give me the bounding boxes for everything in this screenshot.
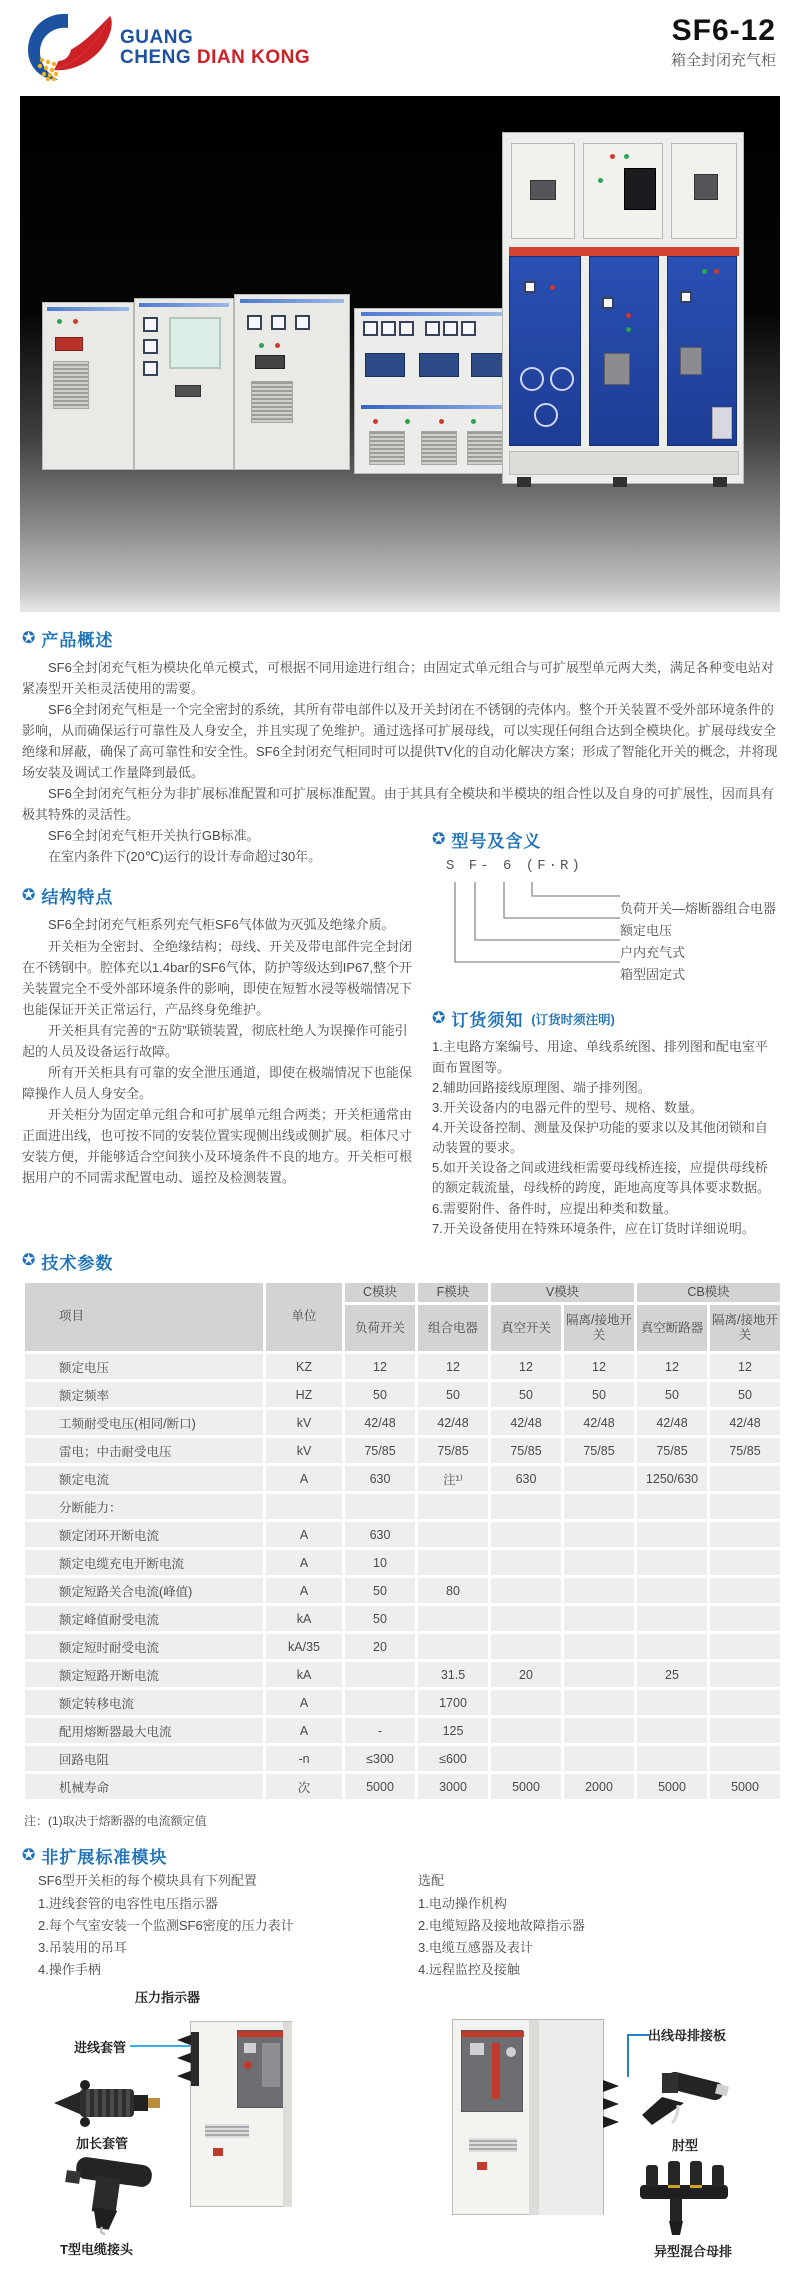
- table-cell: [491, 1690, 561, 1715]
- table-cell: kV: [266, 1410, 342, 1435]
- table-cell: 50: [345, 1382, 415, 1407]
- table-cell: 额定电流: [25, 1466, 263, 1491]
- table-cell: 5000: [637, 1774, 707, 1799]
- spec-table: [22, 1280, 783, 1803]
- table-cell: kA/35: [266, 1634, 342, 1659]
- ordering-list: [432, 1037, 778, 1238]
- spec-table-body: [25, 1354, 780, 1799]
- table-row: [25, 1690, 780, 1715]
- table-cell: [491, 1522, 561, 1547]
- overview-paragraph: SF6全封闭充气柜是一个完全密封的系统，其所有带电部件以及开关封闭在不锈钢的壳体内。整个开关装置不受外部环境条件的影响，从而确保运行可靠性及人身安全，并且实现了免维护。通过选择可扩展母线，可以实现任何组合达到全模块化。扩展母线安全绝缘和屏蔽，确保了高可靠性和安全性。SF6全封闭充气柜同时可以提供TV化的自动化解决方案；形成了智能化开关的概念，并将现场安装及调试工作量降到最低。: [22, 702, 778, 781]
- table-row: [25, 1578, 780, 1603]
- table-cell: 机械寿命: [25, 1774, 263, 1799]
- logo-swoosh-icon: [18, 8, 114, 88]
- features-paragraph: 所有开关柜具有可靠的安全泄压通道，即使在极端情况下也能保障操作人员人身安全。: [22, 1064, 413, 1101]
- table-cell: [564, 1690, 634, 1715]
- ordering-item: 1.主电路方案编号、用途、单线系统图、排列图和配电室平面布置图等。: [432, 1039, 768, 1075]
- overview-section: [0, 626, 800, 825]
- mixed-busbar-icon: [636, 2159, 732, 2237]
- logo-line2b: DIAN KONG: [196, 47, 311, 68]
- cabinet-left-3: [234, 294, 350, 470]
- table-cell: [710, 1690, 780, 1715]
- table-cell: [491, 1634, 561, 1659]
- ordering-item: 5.如开关设备之间或进线柜需要母线桥连接，应提供母线桥的额定载流量，母线桥的跨度，距地高度等具体要求数据。: [432, 1160, 771, 1196]
- overview-extra-line: SF6全封闭充气柜开关执行GB标准。: [48, 828, 260, 844]
- table-cell: [710, 1718, 780, 1743]
- table-cell: 42/48: [418, 1410, 488, 1435]
- accessory-gallery: [0, 1987, 800, 2276]
- table-cell: [418, 1634, 488, 1659]
- table-cell: 额定峰值耐受电流: [25, 1606, 263, 1631]
- cabinet-left-1: [42, 302, 134, 470]
- table-row: [25, 1354, 780, 1379]
- table-cell: ≤600: [418, 1746, 488, 1771]
- module-optional-item: 2.电缆短路及接地故障指示器: [418, 1917, 585, 1933]
- modules-optional-list: [418, 1893, 778, 1981]
- modules-standard-head: SF6型开关柜的每个模块具有下列配置: [38, 1873, 257, 1889]
- features-paragraph: 开关柜为全密封、全绝缘结构；母线、开关及带电部件完全封闭在不锈钢中。腔体充以1.4bar的SF6气体，防护等级达到IP67,整个开关装置完全不受外部环境条件的影响，即使在短暂水浸等极端情况下也能保证开关正常运行，产品终身免维护。: [22, 938, 413, 1017]
- table-cell: [345, 1662, 415, 1687]
- features-title: 结构特点: [41, 888, 114, 908]
- table-cell: [418, 1522, 488, 1547]
- table-cell: [564, 1634, 634, 1659]
- table-row: [25, 1746, 780, 1771]
- col-unit: 单位: [266, 1283, 342, 1352]
- table-cell: A: [266, 1550, 342, 1575]
- group-f: F模块: [418, 1283, 488, 1303]
- table-cell: A: [266, 1466, 342, 1491]
- table-cell: [710, 1606, 780, 1631]
- table-cell: 分断能力：: [25, 1494, 263, 1519]
- table-row: [25, 1634, 780, 1659]
- table-cell: [491, 1746, 561, 1771]
- table-cell: 25: [637, 1662, 707, 1687]
- table-cell: [564, 1746, 634, 1771]
- section-bullet-icon: [22, 1848, 35, 1864]
- table-row: [25, 1494, 780, 1519]
- ordering-item: 2.辅助回路接线原理图、端子排列图。: [432, 1079, 651, 1095]
- logo-line2a: CHENG: [120, 47, 192, 68]
- specs-title: 技术参数: [41, 1253, 114, 1273]
- table-cell: 50: [564, 1382, 634, 1407]
- table-cell: -: [345, 1718, 415, 1743]
- table-cell: 回路电阻: [25, 1746, 263, 1771]
- table-cell: 12: [491, 1354, 561, 1379]
- table-note: 注：(1)取决于熔断器的电流额定值: [24, 1814, 207, 1829]
- features-paragraph: 开关柜具有完善的“五防”联锁装置，彻底杜绝人为误操作可能引起的人员及设备运行故障。: [22, 1022, 408, 1059]
- table-cell: [491, 1606, 561, 1631]
- table-cell: [710, 1550, 780, 1575]
- logo-line1: GUANG: [120, 27, 194, 49]
- table-cell: [637, 1550, 707, 1575]
- overview-extra-line: 在室内条件下(20℃)运行的设计寿命超过30年。: [48, 849, 322, 865]
- table-cell: 50: [418, 1382, 488, 1407]
- model-label-2: 额定电压: [620, 923, 673, 939]
- table-cell: [491, 1494, 561, 1519]
- sub-load-switch: 负荷开关: [345, 1305, 415, 1351]
- elbow-label: 肘型: [672, 2137, 699, 2153]
- section-bullet-icon: [432, 832, 445, 848]
- table-row: [25, 1550, 780, 1575]
- elbow-connector-icon: [632, 2071, 732, 2131]
- model-diagram-lines: [448, 882, 638, 982]
- table-cell: 额定转移电流: [25, 1690, 263, 1715]
- table-cell: 注¹⁾: [418, 1466, 488, 1491]
- product-code: SF6-12: [671, 14, 776, 47]
- ordering-item: 7.开关设备使用在特殊环境条件，应在订货时详细说明。: [432, 1220, 755, 1236]
- group-c: C模块: [345, 1283, 415, 1303]
- features-paragraph: SF6全封闭充气柜系列充气柜SF6气体做为灭弧及绝缘介质。: [48, 917, 395, 933]
- table-row: [25, 1662, 780, 1687]
- features-paragraphs: [22, 914, 414, 1188]
- sub-isolate-earth-1: 隔离/接地开关: [564, 1305, 634, 1351]
- table-cell: 75/85: [491, 1438, 561, 1463]
- mixed-busbar-label: 异型混合母排: [654, 2243, 733, 2259]
- table-cell: 12: [418, 1354, 488, 1379]
- table-cell: [637, 1606, 707, 1631]
- sub-combo: 组合电器: [418, 1305, 488, 1351]
- modules-lists: [0, 1870, 800, 1980]
- table-cell: 42/48: [564, 1410, 634, 1435]
- table-row: [25, 1718, 780, 1743]
- table-cell: [637, 1746, 707, 1771]
- table-cell: [564, 1550, 634, 1575]
- table-row: [25, 1466, 780, 1491]
- ordering-item: 4.开关设备控制、测量及保护功能的要求以及其他闭锁和自动装置的要求。: [432, 1119, 768, 1156]
- table-row: [25, 1774, 780, 1799]
- extended-bushing-label: 加长套管: [76, 2135, 129, 2151]
- table-cell: [564, 1718, 634, 1743]
- section-bullet-icon: [432, 1011, 445, 1027]
- table-cell: [564, 1466, 634, 1491]
- table-cell: 额定电压: [25, 1354, 263, 1379]
- group-cb: CB模块: [637, 1283, 780, 1303]
- cabinet-right: [502, 132, 744, 484]
- table-cell: 630: [345, 1466, 415, 1491]
- table-cell: 50: [345, 1606, 415, 1631]
- table-cell: [491, 1718, 561, 1743]
- features-paragraph: 开关柜分为固定单元组合和可扩展单元组合两类；开关柜通常由正面进出线，也可按不同的安装位置实现侧出线或侧扩展。柜体尺寸安装方便，并能够适合空间狭小及环境条件不良的地方。开关柜可根据用户的不同需求配置电动、遥控及检测装置。: [22, 1106, 413, 1186]
- table-cell: 75/85: [710, 1438, 780, 1463]
- table-cell: kA: [266, 1606, 342, 1631]
- table-cell: [418, 1550, 488, 1575]
- col-item: 项目: [25, 1283, 263, 1352]
- table-cell: A: [266, 1690, 342, 1715]
- section-bullet-icon: [22, 1253, 35, 1269]
- table-cell: [564, 1662, 634, 1687]
- table-cell: [564, 1522, 634, 1547]
- table-cell: 额定电缆充电开断电流: [25, 1550, 263, 1575]
- product-name: 箱全封闭充气柜: [670, 52, 776, 69]
- table-cell: 12: [710, 1354, 780, 1379]
- table-cell: HZ: [266, 1382, 342, 1407]
- ordering-note: (订货时须注明): [531, 1012, 615, 1027]
- model-label-4: 箱型固定式: [620, 967, 686, 983]
- table-cell: 50: [710, 1382, 780, 1407]
- module-standard-item: 2.每个气室安装一个监测SF6密度的压力表计: [38, 1917, 294, 1933]
- gallery-cabinet-2: [452, 2019, 604, 2215]
- modules-section: [0, 1843, 800, 1868]
- inlet-bushing-label: 进线套管: [74, 2039, 127, 2055]
- table-cell: 80: [418, 1578, 488, 1603]
- ordering-item: 6.需要附件、备件时，应提出种类和数量。: [432, 1200, 677, 1216]
- table-cell: 3000: [418, 1774, 488, 1799]
- overview-paragraph: SF6全封闭充气柜为模块化单元模式，可根据不同用途进行组合；由固定式单元组合与可扩展型单元两大类，满足各种变电站对紧凑型开关柜灵活使用的需要。: [22, 660, 774, 697]
- table-cell: 42/48: [491, 1410, 561, 1435]
- section-bullet-icon: [22, 888, 35, 904]
- table-cell: [491, 1550, 561, 1575]
- cabinet-left-2: [134, 298, 234, 470]
- table-cell: 31.5: [418, 1662, 488, 1687]
- cabinet-middle: [354, 308, 514, 474]
- table-cell: [564, 1606, 634, 1631]
- table-cell: 额定短时耐受电流: [25, 1634, 263, 1659]
- table-cell: [710, 1662, 780, 1687]
- table-cell: 配用熔断器最大电流: [25, 1718, 263, 1743]
- table-cell: [564, 1494, 634, 1519]
- table-cell: [637, 1634, 707, 1659]
- table-cell: 5000: [710, 1774, 780, 1799]
- table-cell: 额定短路开断电流: [25, 1662, 263, 1687]
- t-cable-connector-icon: [58, 2153, 162, 2235]
- table-row: [25, 1522, 780, 1547]
- table-cell: [418, 1494, 488, 1519]
- table-cell: 630: [345, 1522, 415, 1547]
- product-photo: [20, 96, 780, 612]
- section-bullet-icon: [22, 631, 35, 647]
- table-cell: [637, 1718, 707, 1743]
- modules-optional-head: 选配: [418, 1873, 445, 1889]
- module-optional-item: 3.电缆互感器及表计: [418, 1939, 533, 1955]
- table-row: [25, 1438, 780, 1463]
- table-cell: [418, 1606, 488, 1631]
- table-cell: 42/48: [345, 1410, 415, 1435]
- table-cell: 5000: [491, 1774, 561, 1799]
- gallery-cabinet-1: [190, 2021, 292, 2207]
- table-cell: 20: [345, 1634, 415, 1659]
- table-cell: [637, 1578, 707, 1603]
- ordering-item: 3.开关设备内的电器元件的型号、规格、数量。: [432, 1099, 703, 1115]
- table-cell: [710, 1522, 780, 1547]
- table-cell: A: [266, 1578, 342, 1603]
- table-cell: 12: [564, 1354, 634, 1379]
- table-cell: 42/48: [637, 1410, 707, 1435]
- table-cell: 1700: [418, 1690, 488, 1715]
- table-cell: 额定短路关合电流(峰值): [25, 1578, 263, 1603]
- module-standard-item: 4.操作手柄: [38, 1961, 101, 1977]
- sub-vacuum-switch: 真空开关: [491, 1305, 561, 1351]
- table-cell: 75/85: [564, 1438, 634, 1463]
- table-cell: 工频耐受电压(相同/断口): [25, 1410, 263, 1435]
- table-cell: A: [266, 1718, 342, 1743]
- table-cell: [710, 1746, 780, 1771]
- table-cell: KZ: [266, 1354, 342, 1379]
- table-cell: [710, 1578, 780, 1603]
- model-diagram: [432, 858, 778, 996]
- table-cell: [564, 1578, 634, 1603]
- page-header: [0, 0, 800, 96]
- specs-section: [0, 1249, 800, 1274]
- table-cell: 5000: [345, 1774, 415, 1799]
- table-row: [25, 1606, 780, 1631]
- table-cell: [637, 1522, 707, 1547]
- table-row: [25, 1382, 780, 1407]
- table-cell: 2000: [564, 1774, 634, 1799]
- table-cell: 1250/630: [637, 1466, 707, 1491]
- modules-title: 非扩展标准模块: [41, 1848, 168, 1868]
- table-cell: 75/85: [345, 1438, 415, 1463]
- model-label-3: 户内充气式: [620, 945, 686, 961]
- table-cell: 次: [266, 1774, 342, 1799]
- table-cell: [710, 1494, 780, 1519]
- overview-title: 产品概述: [41, 631, 114, 650]
- table-cell: 12: [637, 1354, 707, 1379]
- modules-standard-list: [38, 1893, 378, 1981]
- module-standard-item: 1.进线套管的电容性电压指示器: [38, 1895, 218, 1911]
- ordering-title: 订货须知: [451, 1011, 524, 1031]
- extended-bushing-icon: [52, 2077, 168, 2129]
- table-cell: 12: [345, 1354, 415, 1379]
- table-cell: 630: [491, 1466, 561, 1491]
- table-cell: 10: [345, 1550, 415, 1575]
- two-column-area: [0, 825, 800, 1238]
- module-optional-item: 1.电动操作机构: [418, 1895, 507, 1911]
- table-cell: [345, 1494, 415, 1519]
- table-row: [25, 1410, 780, 1435]
- table-cell: [637, 1494, 707, 1519]
- t-cable-label: T型电缆接头: [60, 2241, 133, 2257]
- table-cell: 75/85: [637, 1438, 707, 1463]
- table-cell: [491, 1578, 561, 1603]
- table-cell: [710, 1466, 780, 1491]
- table-cell: 额定频率: [25, 1382, 263, 1407]
- table-cell: [266, 1494, 342, 1519]
- table-cell: 50: [637, 1382, 707, 1407]
- table-cell: [637, 1690, 707, 1715]
- table-cell: A: [266, 1522, 342, 1547]
- group-v: V模块: [491, 1283, 634, 1303]
- table-cell: kA: [266, 1662, 342, 1687]
- module-optional-item: 4.远程监控及接触: [418, 1961, 520, 1977]
- table-cell: ≤300: [345, 1746, 415, 1771]
- table-cell: 20: [491, 1662, 561, 1687]
- table-cell: 125: [418, 1718, 488, 1743]
- overview-extra: [22, 825, 414, 867]
- table-cell: 42/48: [710, 1410, 780, 1435]
- table-cell: kV: [266, 1438, 342, 1463]
- table-cell: 雷电；中击耐受电压: [25, 1438, 263, 1463]
- model-title: 型号及含义: [451, 832, 542, 852]
- sub-isolate-earth-2: 隔离/接地开关: [710, 1305, 780, 1351]
- table-cell: 50: [491, 1382, 561, 1407]
- table-cell: [345, 1690, 415, 1715]
- model-code: S F- 6 (F·R): [446, 858, 583, 875]
- logo-text: [120, 28, 310, 68]
- overview-paragraphs: [22, 657, 778, 825]
- sub-vacuum-breaker: 真空断路器: [637, 1305, 707, 1351]
- table-cell: -n: [266, 1746, 342, 1771]
- table-cell: 50: [345, 1578, 415, 1603]
- model-label-1: 负荷开关—熔断器组合电器: [620, 901, 777, 917]
- table-cell: [710, 1634, 780, 1659]
- pressure-indicator-label: 压力指示器: [135, 1989, 201, 2005]
- overview-paragraph: SF6全封闭充气柜分为非扩展标准配置和可扩展标准配置。由于其具有全模块和半模块的组合性以及自身的可扩展性，因而具有极其特殊的灵活性。: [22, 786, 774, 823]
- outgoing-plate-label: 出线母排接板: [648, 2027, 727, 2043]
- module-standard-item: 3.吊装用的吊耳: [38, 1939, 127, 1955]
- company-logo: [18, 8, 310, 88]
- table-cell: 75/85: [418, 1438, 488, 1463]
- table-cell: 额定闭环开断电流: [25, 1522, 263, 1547]
